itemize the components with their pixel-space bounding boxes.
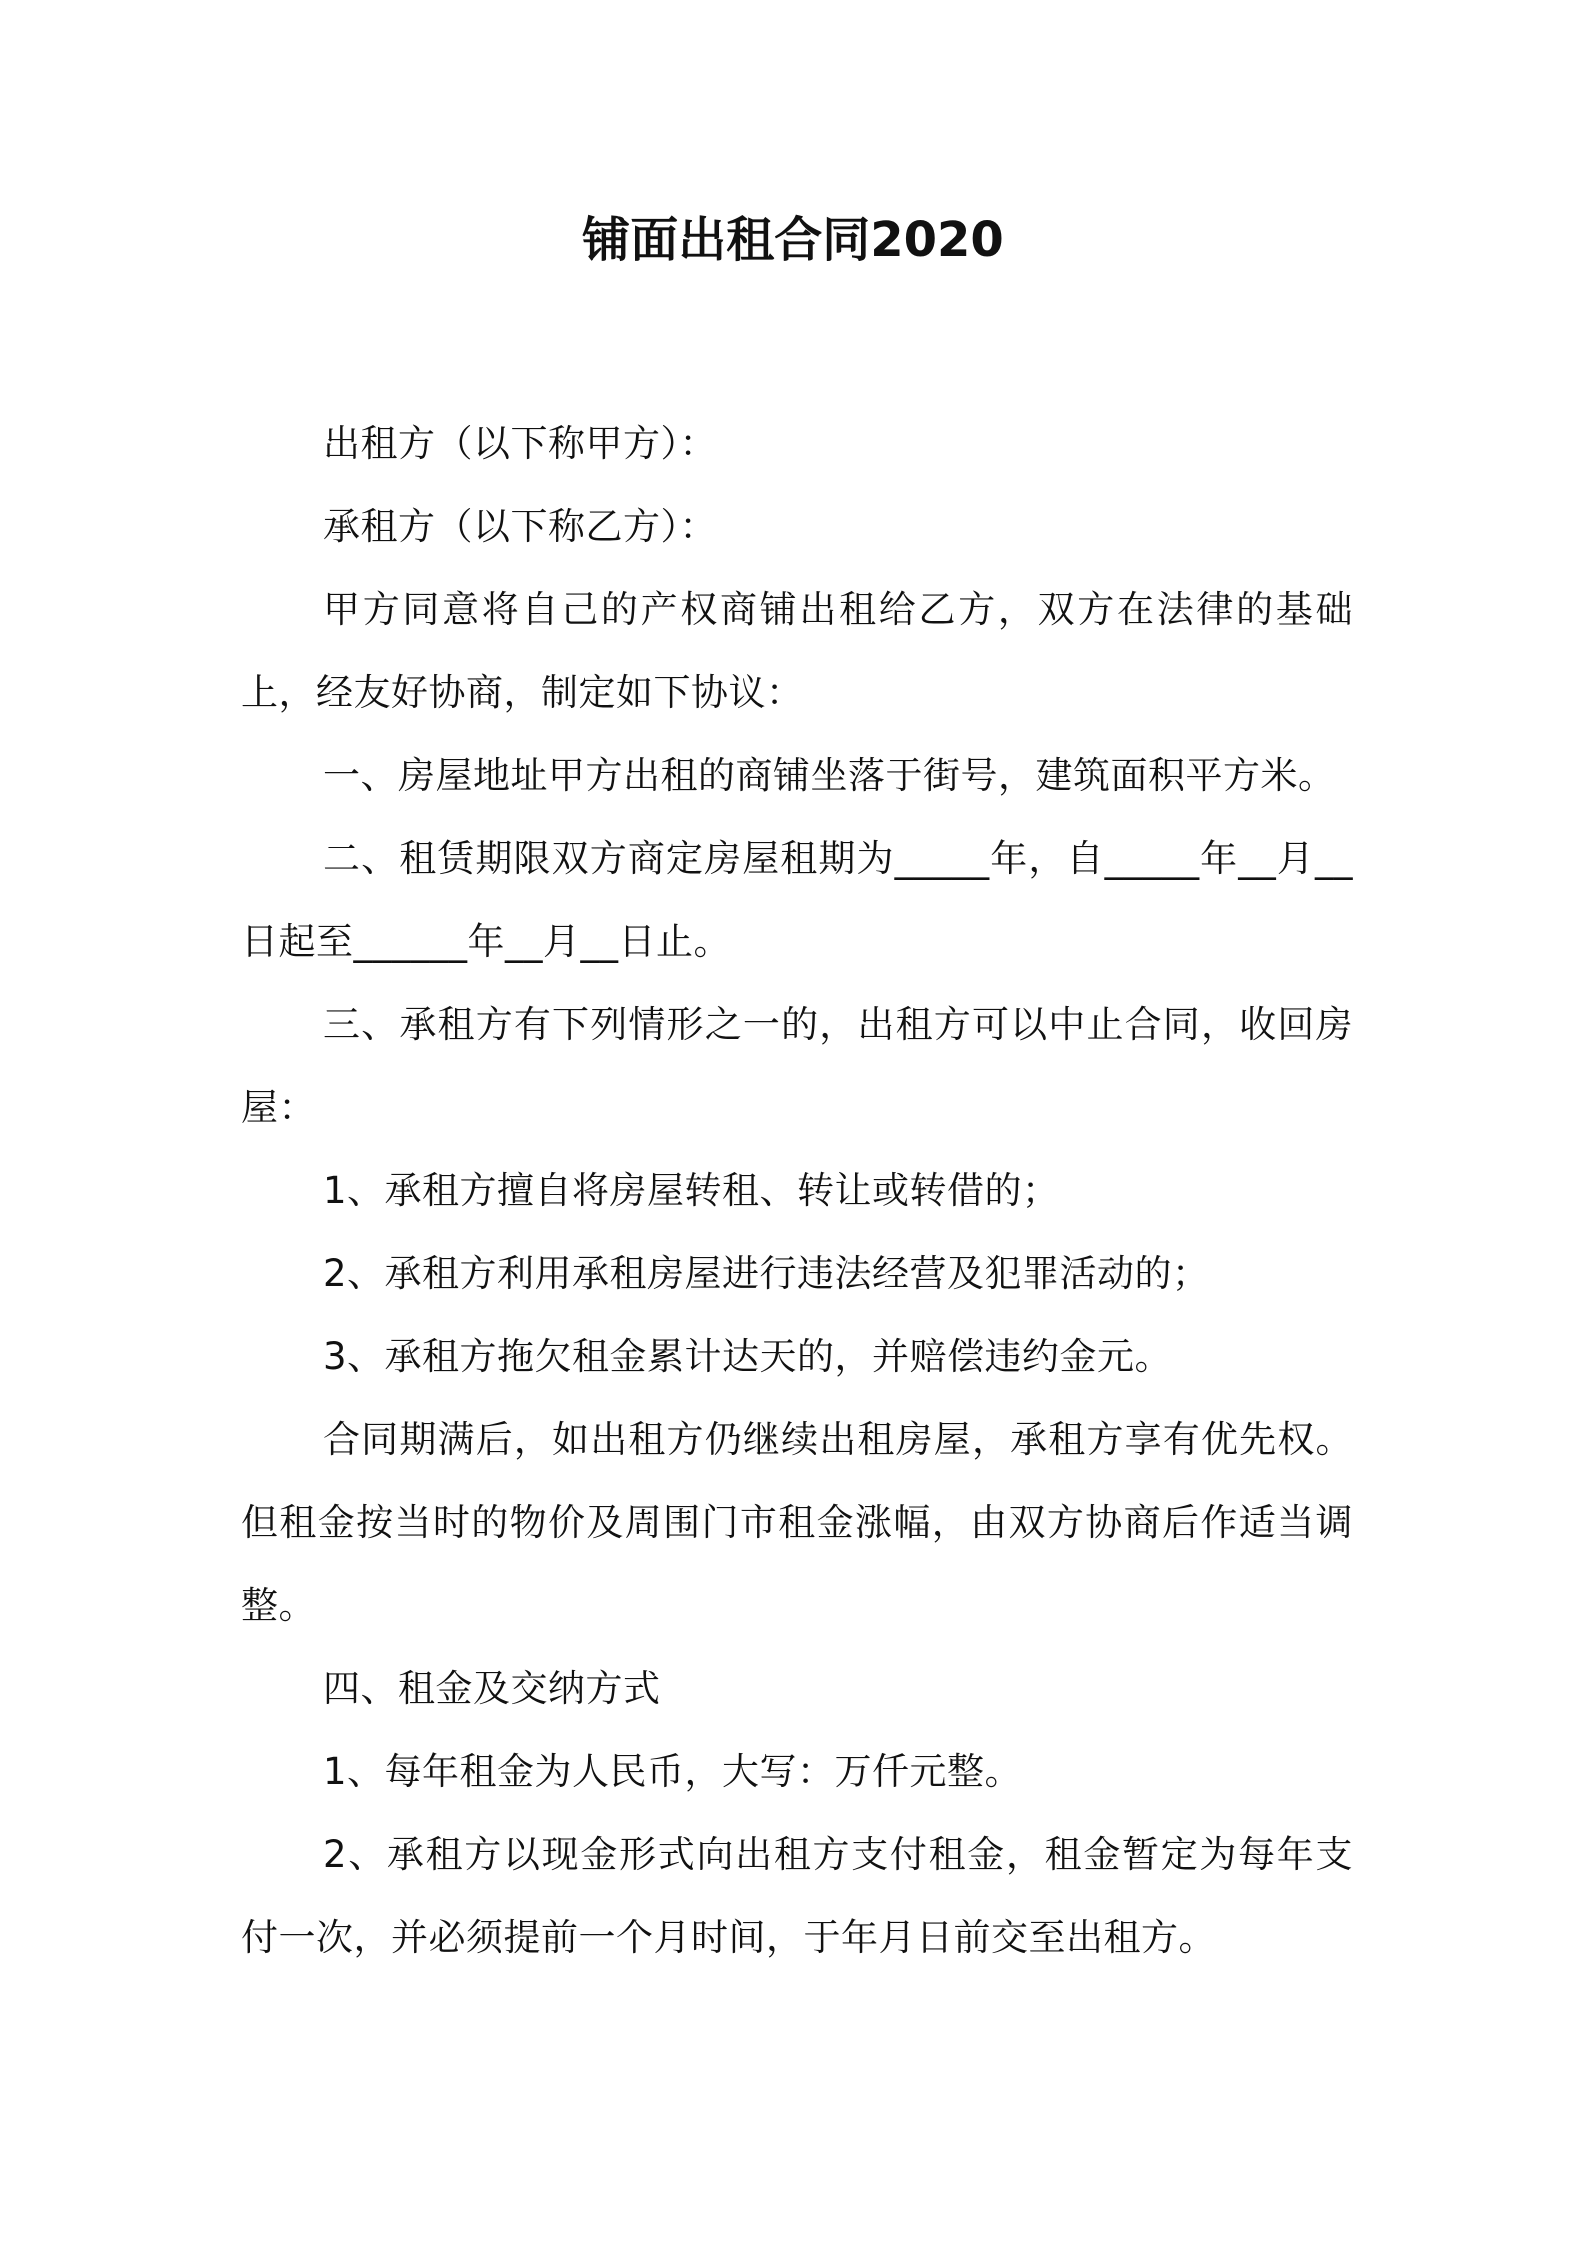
clause-4-heading: 四、租金及交纳方式 — [323, 1667, 661, 1710]
clause-1-address: 一、房屋地址甲方出租的商铺坐落于街号，建筑面积平方米。 — [323, 754, 1336, 797]
clause-3-item-3: 3、承租方拖欠租金累计达天的，并赔偿违约金元。 — [323, 1335, 1173, 1378]
agreement-intro: 甲方同意将自己的产权商铺出租给乙方，双方在法律的基础上，经友好协商，制定如下协议： — [241, 588, 1353, 714]
document-title: 铺面出租合同2020 — [582, 212, 1004, 268]
clause-2-term: 二、租赁期限双方商定房屋租期为_____年，自_____年__月__日起至______年__月__日止。 — [241, 837, 1353, 963]
clause-4-item-2: 2、承租方以现金形式向出租方支付租金，租金暂定为每年支付一次，并必须提前一个月时间，于年月日前交至出租方。 — [241, 1833, 1353, 1959]
party-a-line: 出租方（以下称甲方）： — [323, 422, 717, 465]
document-body — [241, 402, 1353, 1979]
renewal-priority: 合同期满后，如出租方仍继续出租房屋，承租方享有优先权。但租金按当时的物价及周围门市租金涨幅，由双方协商后作适当调整。 — [241, 1418, 1353, 1627]
clause-3-item-1: 1、承租方擅自将房屋转租、转让或转借的； — [323, 1169, 1060, 1212]
clause-3-termination: 三、承租方有下列情形之一的，出租方可以中止合同，收回房屋： — [241, 1003, 1353, 1129]
clause-3-item-2: 2、承租方利用承租房屋进行违法经营及犯罪活动的； — [323, 1252, 1210, 1295]
clause-4-item-1: 1、每年租金为人民币，大写：万仟元整。 — [323, 1750, 1023, 1793]
party-b-line: 承租方（以下称乙方）： — [323, 505, 717, 548]
